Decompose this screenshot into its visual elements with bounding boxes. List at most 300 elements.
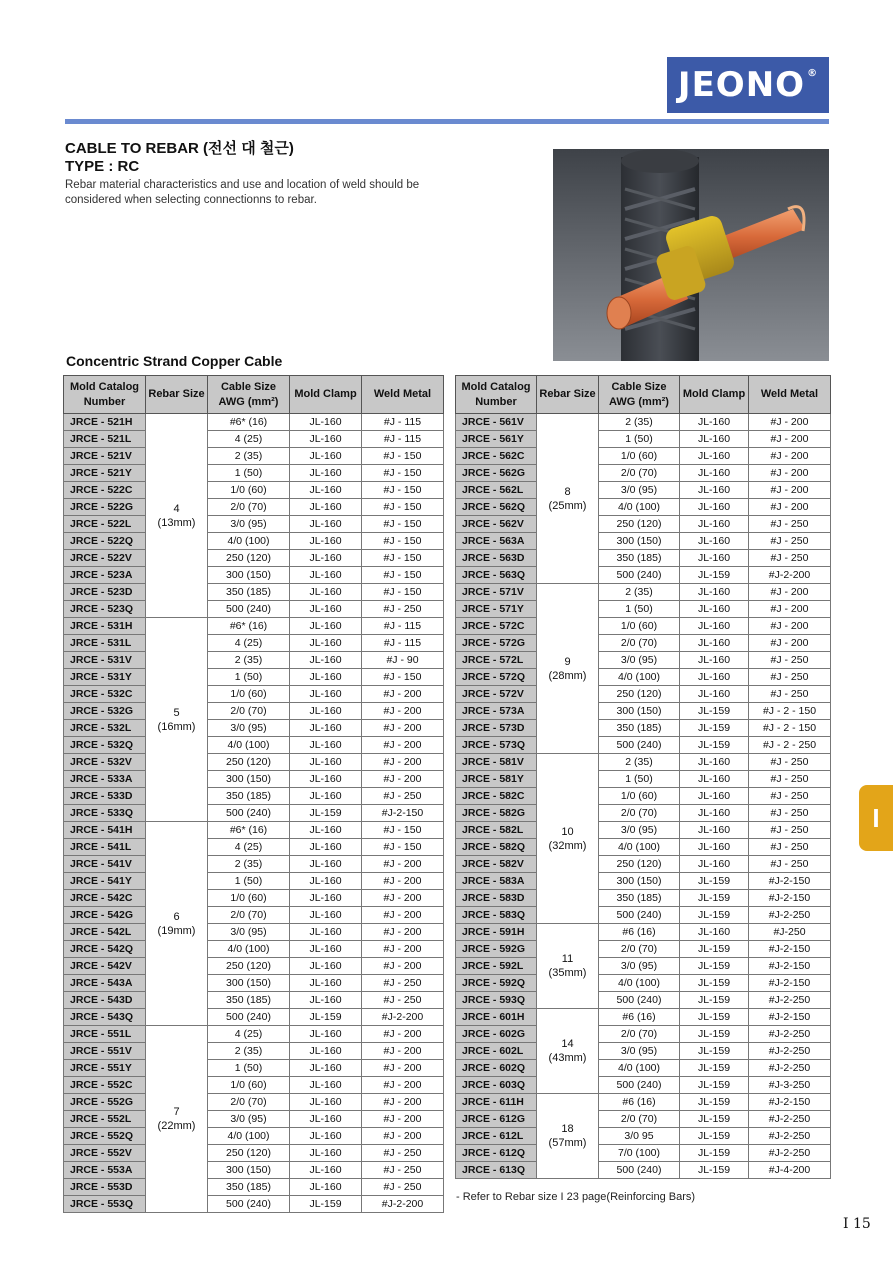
catalog-number: JRCE - 562G xyxy=(456,465,537,482)
mold-clamp: JL-159 xyxy=(680,567,749,584)
mold-clamp: JL-160 xyxy=(680,652,749,669)
mold-clamp: JL-159 xyxy=(680,873,749,890)
rebar-size-mm: (19mm) xyxy=(157,924,196,937)
table-row xyxy=(456,1094,831,1111)
mold-clamp: JL-160 xyxy=(680,465,749,482)
table-row xyxy=(64,482,444,499)
mold-clamp: JL-159 xyxy=(680,720,749,737)
mold-clamp: JL-160 xyxy=(290,822,362,839)
mold-clamp: JL-160 xyxy=(680,788,749,805)
weld-metal: #J - 150 xyxy=(362,822,444,839)
mold-clamp: JL-160 xyxy=(680,533,749,550)
weld-metal: #J - 200 xyxy=(362,873,444,890)
table-row xyxy=(64,414,444,431)
rebar-size-mm: (32mm) xyxy=(548,839,587,852)
mold-clamp: JL-160 xyxy=(290,1026,362,1043)
catalog-number: JRCE - 521H xyxy=(64,414,146,431)
mold-clamp: JL-160 xyxy=(290,635,362,652)
cable-size: 300 (150) xyxy=(599,703,680,720)
rebar-size-mm: (16mm) xyxy=(157,720,196,733)
weld-metal: #J - 115 xyxy=(362,635,444,652)
table-row xyxy=(64,669,444,686)
mold-clamp: JL-160 xyxy=(290,516,362,533)
table-row xyxy=(456,516,831,533)
weld-metal: #J - 200 xyxy=(749,431,831,448)
cable-size: 2/0 (70) xyxy=(208,499,290,516)
cable-size: 350 (185) xyxy=(208,584,290,601)
catalog-number: JRCE - 523A xyxy=(64,567,146,584)
cable-size: 3/0 (95) xyxy=(599,482,680,499)
cable-size: 500 (240) xyxy=(599,907,680,924)
table-row xyxy=(64,431,444,448)
weld-metal: #J - 200 xyxy=(749,601,831,618)
cable-size: 500 (240) xyxy=(208,805,290,822)
cable-size: 2/0 (70) xyxy=(208,703,290,720)
weld-metal: #J - 200 xyxy=(749,584,831,601)
table-row xyxy=(456,754,831,771)
catalog-number: JRCE - 611H xyxy=(456,1094,537,1111)
cable-size: 500 (240) xyxy=(599,992,680,1009)
rebar-size-number: 5 xyxy=(173,706,180,719)
cable-size: 2 (35) xyxy=(599,584,680,601)
mold-clamp: JL-160 xyxy=(290,482,362,499)
weld-metal: #J - 150 xyxy=(362,550,444,567)
cable-size: #6 (16) xyxy=(599,924,680,941)
table-row xyxy=(64,652,444,669)
weld-metal: #J - 250 xyxy=(749,805,831,822)
table-row xyxy=(456,873,831,890)
rebar-size xyxy=(537,414,599,584)
weld-metal: #J-2-150 xyxy=(749,873,831,890)
col-header-catalog: Mold Catalog Number xyxy=(64,376,146,414)
table-row xyxy=(456,958,831,975)
table-row xyxy=(64,1009,444,1026)
cable-size: #6* (16) xyxy=(208,618,290,635)
cable-size: 3/0 (95) xyxy=(208,516,290,533)
cable-size: 3/0 (95) xyxy=(208,720,290,737)
table-row xyxy=(456,1145,831,1162)
catalog-number: JRCE - 602L xyxy=(456,1043,537,1060)
mold-clamp: JL-160 xyxy=(290,839,362,856)
cable-size: 1/0 (60) xyxy=(208,482,290,499)
rebar-size-number: 4 xyxy=(173,502,180,515)
mold-clamp: JL-160 xyxy=(290,771,362,788)
mold-clamp: JL-159 xyxy=(680,975,749,992)
catalog-number: JRCE - 552Q xyxy=(64,1128,146,1145)
weld-metal: #J - 200 xyxy=(362,754,444,771)
table-row xyxy=(456,533,831,550)
description: Rebar material characteristics and use and location of weld should be considered when selecting connectionns to rebar. xyxy=(65,179,420,206)
mold-clamp: JL-160 xyxy=(290,584,362,601)
catalog-number: JRCE - 581Y xyxy=(456,771,537,788)
mold-clamp: JL-160 xyxy=(680,516,749,533)
cable-size: 250 (120) xyxy=(599,856,680,873)
cable-size: 3/0 (95) xyxy=(599,1043,680,1060)
cable-size: 4/0 (100) xyxy=(599,839,680,856)
catalog-number: JRCE - 543A xyxy=(64,975,146,992)
rebar-size xyxy=(537,754,599,924)
catalog-number: JRCE - 573Q xyxy=(456,737,537,754)
weld-metal: #J-2-150 xyxy=(749,958,831,975)
mold-clamp: JL-159 xyxy=(290,1196,362,1213)
catalog-number: JRCE - 521L xyxy=(64,431,146,448)
cable-size: 350 (185) xyxy=(208,992,290,1009)
cable-size: 4/0 (100) xyxy=(208,941,290,958)
weld-metal: #J - 200 xyxy=(362,958,444,975)
table-row xyxy=(64,924,444,941)
mold-clamp: JL-159 xyxy=(290,805,362,822)
rebar-size-number: 18 xyxy=(561,1123,574,1135)
cable-size: 4/0 (100) xyxy=(599,499,680,516)
cable-size: 2 (35) xyxy=(208,856,290,873)
mold-clamp: JL-160 xyxy=(290,465,362,482)
cable-size: 1 (50) xyxy=(599,431,680,448)
table-row xyxy=(64,618,444,635)
mold-clamp: JL-160 xyxy=(680,414,749,431)
weld-metal: #J - 150 xyxy=(362,669,444,686)
weld-metal: #J - 2 - 250 xyxy=(749,737,831,754)
catalog-number: JRCE - 542Q xyxy=(64,941,146,958)
weld-metal: #J - 115 xyxy=(362,431,444,448)
catalog-number: JRCE - 542G xyxy=(64,907,146,924)
cable-size: 4/0 (100) xyxy=(208,533,290,550)
catalog-number: JRCE - 531Y xyxy=(64,669,146,686)
weld-metal: #J-2-250 xyxy=(749,1026,831,1043)
catalog-number: JRCE - 563Q xyxy=(456,567,537,584)
cable-size: 1/0 (60) xyxy=(599,448,680,465)
mold-clamp: JL-159 xyxy=(680,941,749,958)
catalog-number: JRCE - 552V xyxy=(64,1145,146,1162)
catalog-number: JRCE - 573A xyxy=(456,703,537,720)
mold-clamp: JL-160 xyxy=(290,941,362,958)
mold-clamp: JL-160 xyxy=(290,533,362,550)
mold-clamp: JL-160 xyxy=(680,550,749,567)
catalog-number: JRCE - 552G xyxy=(64,1094,146,1111)
rebar-size-number: 10 xyxy=(561,825,574,838)
weld-metal: #J - 150 xyxy=(362,584,444,601)
table-row xyxy=(64,703,444,720)
cable-size: 4/0 (100) xyxy=(599,669,680,686)
catalog-number: JRCE - 612Q xyxy=(456,1145,537,1162)
rebar-size-number: 7 xyxy=(173,1106,180,1118)
catalog-number: JRCE - 531V xyxy=(64,652,146,669)
weld-metal: #J - 200 xyxy=(362,907,444,924)
weld-metal: #J-2-200 xyxy=(749,567,831,584)
mold-clamp: JL-160 xyxy=(680,635,749,652)
mold-clamp: JL-159 xyxy=(680,1026,749,1043)
catalog-number: JRCE - 612G xyxy=(456,1111,537,1128)
mold-clamp: JL-160 xyxy=(290,975,362,992)
cable-size: 3/0 95 xyxy=(599,1128,680,1145)
jeono-logo: JEONO ® xyxy=(667,57,829,113)
rebar-size-number: 8 xyxy=(564,485,571,498)
catalog-number: JRCE - 572C xyxy=(456,618,537,635)
catalog-number: JRCE - 543Q xyxy=(64,1009,146,1026)
table-row xyxy=(456,567,831,584)
catalog-number: JRCE - 541Y xyxy=(64,873,146,890)
weld-metal: #J-250 xyxy=(749,924,831,941)
table-row xyxy=(456,414,831,431)
catalog-number: JRCE - 541V xyxy=(64,856,146,873)
table-row xyxy=(456,788,831,805)
catalog-number: JRCE - 563D xyxy=(456,550,537,567)
spec-table-left xyxy=(63,375,444,1213)
cable-size: 1 (50) xyxy=(208,873,290,890)
cable-size: 1 (50) xyxy=(599,601,680,618)
weld-metal: #J-2-250 xyxy=(749,1128,831,1145)
mold-clamp: JL-160 xyxy=(290,1094,362,1111)
weld-metal: #J-2-250 xyxy=(749,907,831,924)
weld-metal: #J-2-150 xyxy=(749,890,831,907)
table-row xyxy=(64,1128,444,1145)
weld-metal: #J-2-250 xyxy=(749,1111,831,1128)
table-row xyxy=(456,1128,831,1145)
mold-clamp: JL-159 xyxy=(680,1111,749,1128)
cable-size: 2 (35) xyxy=(599,754,680,771)
cable-size: 350 (185) xyxy=(599,550,680,567)
section-tab[interactable]: I xyxy=(859,785,893,851)
table-row xyxy=(64,1077,444,1094)
weld-metal: #J - 200 xyxy=(362,890,444,907)
mold-clamp: JL-159 xyxy=(290,1009,362,1026)
cable-size: 2/0 (70) xyxy=(208,1094,290,1111)
mold-clamp: JL-160 xyxy=(290,414,362,431)
table-row xyxy=(64,907,444,924)
mold-clamp: JL-159 xyxy=(680,992,749,1009)
table-row xyxy=(64,839,444,856)
weld-metal: #J - 150 xyxy=(362,482,444,499)
catalog-number: JRCE - 532V xyxy=(64,754,146,771)
weld-metal: #J - 250 xyxy=(749,533,831,550)
weld-metal: #J - 150 xyxy=(362,448,444,465)
mold-clamp: JL-160 xyxy=(290,754,362,771)
cable-size: 4 (25) xyxy=(208,839,290,856)
footnote: - Refer to Rebar size I 23 page(Reinforcing Bars) xyxy=(456,1191,696,1203)
table-row xyxy=(64,686,444,703)
catalog-number: JRCE - 571Y xyxy=(456,601,537,618)
mold-clamp: JL-160 xyxy=(290,550,362,567)
weld-metal: #J - 200 xyxy=(362,1111,444,1128)
weld-metal: #J-2-150 xyxy=(749,941,831,958)
cable-size: 1 (50) xyxy=(208,1060,290,1077)
catalog-number: JRCE - 583Q xyxy=(456,907,537,924)
cable-size: 300 (150) xyxy=(208,567,290,584)
catalog-number: JRCE - 543D xyxy=(64,992,146,1009)
weld-metal: #J - 200 xyxy=(362,856,444,873)
cable-size: 4/0 (100) xyxy=(208,1128,290,1145)
table-row xyxy=(456,771,831,788)
col-header-weld: Weld Metal xyxy=(749,376,831,414)
catalog-number: JRCE - 581V xyxy=(456,754,537,771)
table-row xyxy=(64,499,444,516)
table-row xyxy=(64,1196,444,1213)
catalog-number: JRCE - 582Q xyxy=(456,839,537,856)
catalog-number: JRCE - 531H xyxy=(64,618,146,635)
weld-metal: #J-2-250 xyxy=(749,1145,831,1162)
cable-size: 4 (25) xyxy=(208,635,290,652)
catalog-number: JRCE - 573D xyxy=(456,720,537,737)
table-row xyxy=(456,856,831,873)
mold-clamp: JL-160 xyxy=(290,703,362,720)
weld-metal: #J - 200 xyxy=(362,720,444,737)
cable-size: 2/0 (70) xyxy=(599,1111,680,1128)
catalog-number: JRCE - 572L xyxy=(456,652,537,669)
weld-metal: #J - 200 xyxy=(362,1026,444,1043)
catalog-number: JRCE - 603Q xyxy=(456,1077,537,1094)
weld-metal: #J - 250 xyxy=(362,1145,444,1162)
cable-size: 2 (35) xyxy=(208,652,290,669)
catalog-number: JRCE - 553A xyxy=(64,1162,146,1179)
spec-table-right xyxy=(455,375,831,1179)
cable-size: 250 (120) xyxy=(208,754,290,771)
mold-clamp: JL-160 xyxy=(680,805,749,822)
table-row xyxy=(456,737,831,754)
table-row xyxy=(456,1009,831,1026)
weld-metal: #J - 250 xyxy=(749,550,831,567)
mold-clamp: JL-160 xyxy=(290,1128,362,1145)
cable-size: 500 (240) xyxy=(599,1077,680,1094)
mold-clamp: JL-160 xyxy=(290,1145,362,1162)
weld-metal: #J - 250 xyxy=(749,686,831,703)
cable-size: 1/0 (60) xyxy=(599,788,680,805)
table-row xyxy=(456,550,831,567)
weld-metal: #J - 200 xyxy=(362,703,444,720)
mold-clamp: JL-160 xyxy=(290,958,362,975)
catalog-number: JRCE - 552C xyxy=(64,1077,146,1094)
rebar-size xyxy=(146,414,208,618)
table-row xyxy=(64,567,444,584)
table-row xyxy=(456,890,831,907)
table-row xyxy=(64,958,444,975)
cable-size: 2/0 (70) xyxy=(599,465,680,482)
catalog-number: JRCE - 531L xyxy=(64,635,146,652)
cable-size: #6 (16) xyxy=(599,1009,680,1026)
mold-clamp: JL-159 xyxy=(680,1060,749,1077)
weld-metal: #J - 200 xyxy=(362,1094,444,1111)
table-row xyxy=(456,482,831,499)
cable-size: 1/0 (60) xyxy=(208,686,290,703)
table-row xyxy=(64,737,444,754)
table-row xyxy=(64,805,444,822)
rebar-size-mm: (28mm) xyxy=(548,669,587,682)
table-row xyxy=(456,635,831,652)
cable-size: 250 (120) xyxy=(208,550,290,567)
mold-clamp: JL-160 xyxy=(290,720,362,737)
catalog-number: JRCE - 613Q xyxy=(456,1162,537,1179)
catalog-number: JRCE - 522G xyxy=(64,499,146,516)
weld-metal: #J - 115 xyxy=(362,618,444,635)
table-row xyxy=(456,1043,831,1060)
mold-clamp: JL-160 xyxy=(290,1043,362,1060)
cable-size: 3/0 (95) xyxy=(208,924,290,941)
cable-size: 2/0 (70) xyxy=(599,941,680,958)
table-row xyxy=(64,1145,444,1162)
table-row xyxy=(64,975,444,992)
mold-clamp: JL-159 xyxy=(680,1094,749,1111)
catalog-number: JRCE - 562V xyxy=(456,516,537,533)
cable-size: 500 (240) xyxy=(599,1162,680,1179)
mold-clamp: JL-160 xyxy=(680,924,749,941)
cable-size: 300 (150) xyxy=(208,1162,290,1179)
weld-metal: #J-2-150 xyxy=(362,805,444,822)
cable-size: 350 (185) xyxy=(208,1179,290,1196)
weld-metal: #J - 250 xyxy=(749,856,831,873)
table-row xyxy=(456,1026,831,1043)
weld-metal: #J - 200 xyxy=(749,448,831,465)
table-row xyxy=(456,465,831,482)
catalog-number: JRCE - 561Y xyxy=(456,431,537,448)
weld-metal: #J - 200 xyxy=(362,1128,444,1145)
mold-clamp: JL-160 xyxy=(680,584,749,601)
catalog-number: JRCE - 533A xyxy=(64,771,146,788)
mold-clamp: JL-160 xyxy=(290,737,362,754)
weld-metal: #J-2-250 xyxy=(749,1043,831,1060)
weld-metal: #J - 250 xyxy=(749,822,831,839)
col-header-catalog: Mold Catalog Number xyxy=(456,376,537,414)
weld-metal: #J - 200 xyxy=(362,1077,444,1094)
mold-clamp: JL-159 xyxy=(680,1043,749,1060)
table-row xyxy=(456,584,831,601)
weld-metal: #J - 90 xyxy=(362,652,444,669)
cable-size: 250 (120) xyxy=(599,516,680,533)
weld-metal: #J - 200 xyxy=(749,465,831,482)
mold-clamp: JL-160 xyxy=(680,856,749,873)
rebar-size-number: 14 xyxy=(561,1038,574,1050)
weld-metal: #J - 250 xyxy=(362,975,444,992)
table-row xyxy=(456,924,831,941)
mold-clamp: JL-160 xyxy=(680,448,749,465)
mold-clamp: JL-160 xyxy=(680,839,749,856)
weld-metal: #J-2-250 xyxy=(749,992,831,1009)
table-row xyxy=(456,431,831,448)
cable-size: 350 (185) xyxy=(599,890,680,907)
cable-size: 2 (35) xyxy=(208,448,290,465)
catalog-number: JRCE - 593Q xyxy=(456,992,537,1009)
col-header-cable: Cable Size AWG (mm²) xyxy=(599,376,680,414)
cable-size: #6* (16) xyxy=(208,822,290,839)
rebar-size xyxy=(537,1009,599,1094)
rebar-size-mm: (25mm) xyxy=(548,499,587,512)
table-row xyxy=(64,601,444,618)
col-header-weld: Weld Metal xyxy=(362,376,444,414)
table-row xyxy=(64,754,444,771)
mold-clamp: JL-159 xyxy=(680,1128,749,1145)
catalog-number: JRCE - 601H xyxy=(456,1009,537,1026)
section-title: Concentric Strand Copper Cable xyxy=(66,353,283,369)
cable-size: 250 (120) xyxy=(208,958,290,975)
mold-clamp: JL-160 xyxy=(290,890,362,907)
rebar-size-number: 9 xyxy=(564,655,571,668)
catalog-number: JRCE - 522C xyxy=(64,482,146,499)
mold-clamp: JL-160 xyxy=(680,754,749,771)
type-label: TYPE : RC xyxy=(65,158,140,175)
table-row xyxy=(64,890,444,907)
mold-clamp: JL-160 xyxy=(290,1162,362,1179)
weld-metal: #J - 115 xyxy=(362,414,444,431)
table-row xyxy=(64,788,444,805)
cable-size: 350 (185) xyxy=(599,720,680,737)
mold-clamp: JL-160 xyxy=(680,618,749,635)
table-row xyxy=(64,635,444,652)
catalog-number: JRCE - 562Q xyxy=(456,499,537,516)
mold-clamp: JL-160 xyxy=(680,822,749,839)
mold-clamp: JL-160 xyxy=(290,1111,362,1128)
catalog-number: JRCE - 583A xyxy=(456,873,537,890)
mold-clamp: JL-159 xyxy=(680,907,749,924)
mold-clamp: JL-160 xyxy=(680,431,749,448)
cable-size: 250 (120) xyxy=(208,1145,290,1162)
catalog-number: JRCE - 553D xyxy=(64,1179,146,1196)
